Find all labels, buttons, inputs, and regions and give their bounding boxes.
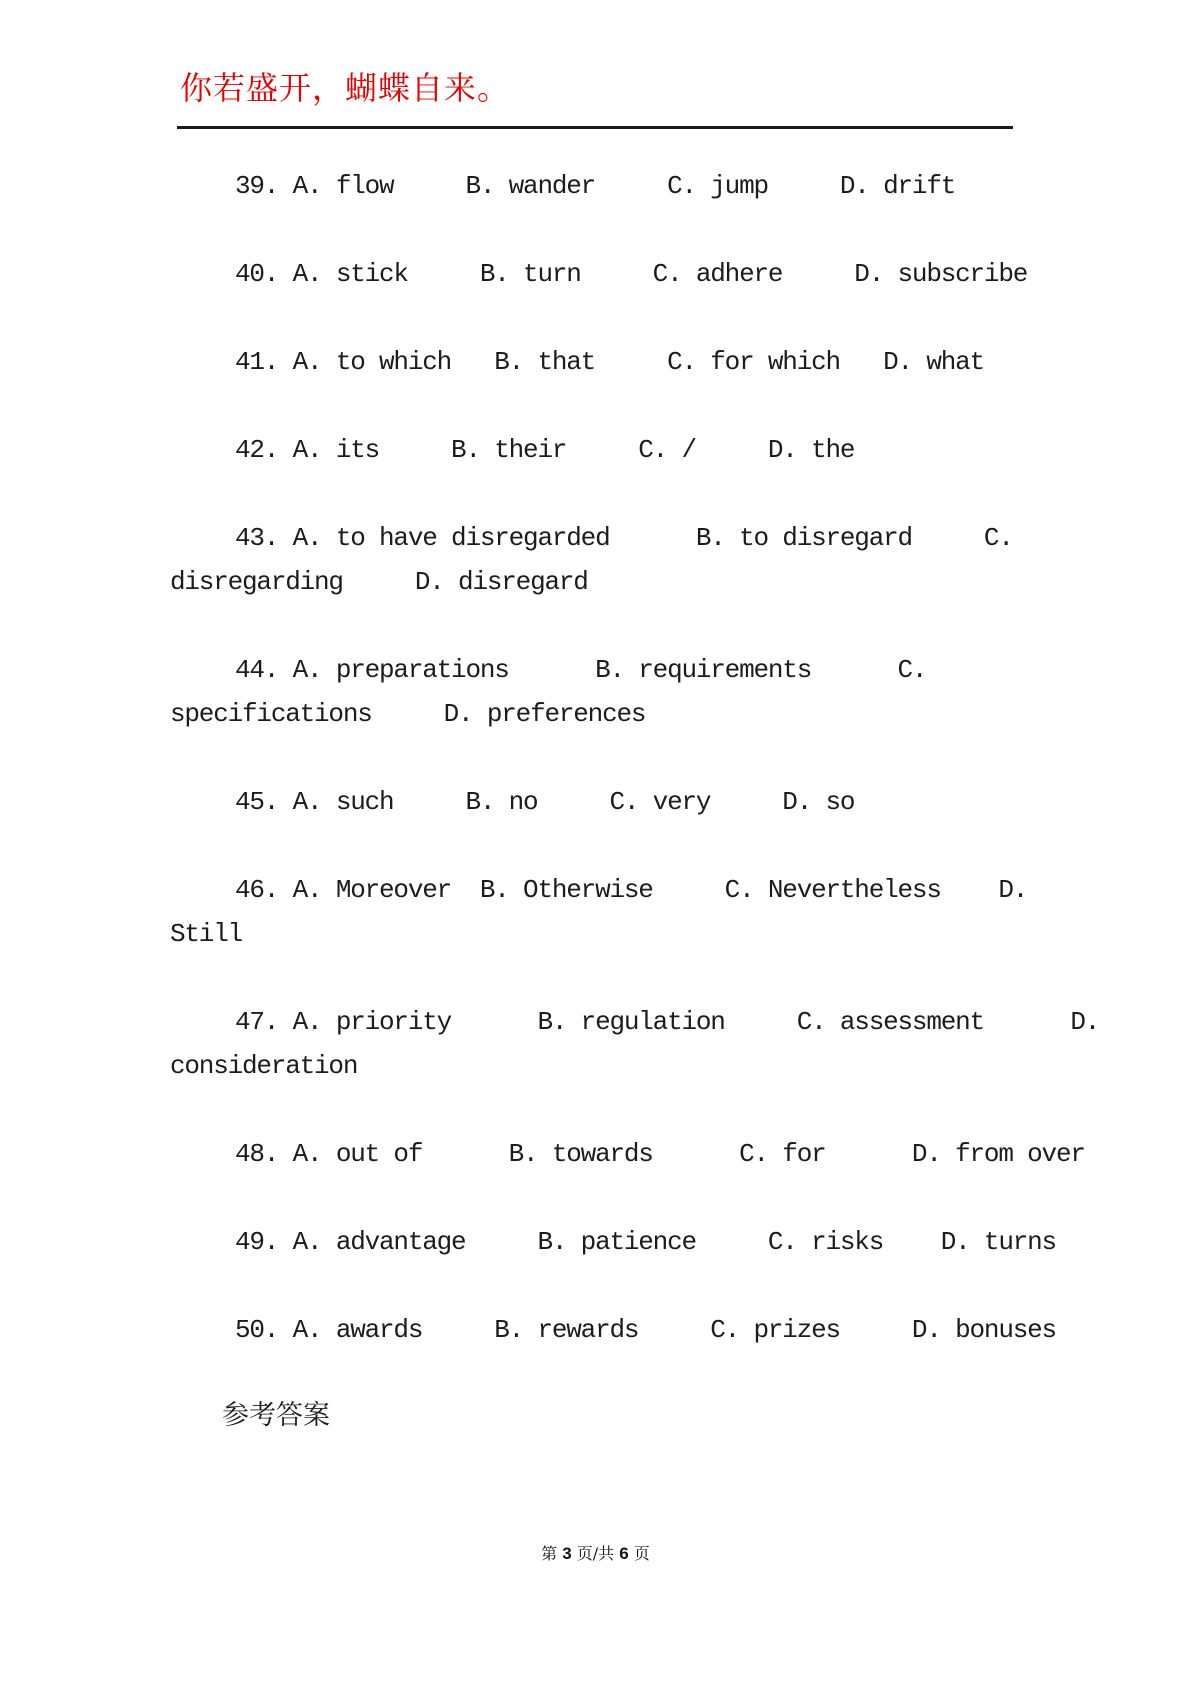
page-footer — [0, 1541, 1191, 1564]
question-43 — [170, 516, 1050, 604]
answers-heading: 参考答案 — [222, 1403, 330, 1433]
question-50 — [170, 1308, 1056, 1352]
question-line: 40. A. stick B. turn C. adhere D. subscribe — [235, 259, 1028, 289]
question-line: 41. A. to which B. that C. for which D. what — [235, 347, 984, 377]
question-line: 45. A. such B. no C. very D. so — [235, 787, 855, 817]
question-line: 42. A. its B. their C. / D. the — [235, 435, 855, 465]
question-45 — [170, 780, 1050, 824]
question-line: 39. A. flow B. wander C. jump D. drift — [235, 171, 956, 201]
question-line: specifications D. preferences — [170, 699, 646, 729]
header-motto: 你若盛开，蝴蝶自来。 — [180, 69, 511, 107]
question-line: disregarding D. disregard — [170, 567, 588, 597]
question-41 — [170, 340, 1050, 384]
question-46 — [170, 868, 1050, 956]
question-line: 43. A. to have disregarded B. to disregard C. — [235, 523, 1013, 553]
question-line: consideration — [170, 1051, 358, 1081]
question-line: 50. A. awards B. rewards C. prizes D. bonuses — [235, 1315, 1056, 1345]
question-line: 46. A. Moreover B. Otherwise C. Nevertheless D. — [235, 875, 1028, 905]
total-pages: 6 — [619, 1544, 629, 1563]
question-39 — [170, 164, 1050, 208]
question-line: 44. A. preparations B. requirements C. — [235, 655, 927, 685]
questions-list — [170, 164, 1100, 1440]
footer-suffix: 页 — [628, 1544, 650, 1563]
question-line: Still — [170, 919, 243, 949]
footer-separator: 页/共 — [571, 1544, 620, 1563]
question-42 — [170, 428, 1050, 472]
question-48 — [170, 1132, 1085, 1176]
question-49 — [170, 1220, 1056, 1264]
page-number: 3 — [562, 1544, 572, 1563]
question-line: 49. A. advantage B. patience C. risks D. turns — [235, 1227, 1056, 1257]
question-line: 48. A. out of B. towards C. for D. from over — [235, 1139, 1085, 1169]
question-44 — [170, 648, 1050, 736]
footer-prefix: 第 — [541, 1544, 563, 1563]
question-47 — [170, 1000, 1100, 1088]
header-divider — [177, 126, 1013, 129]
question-40 — [170, 252, 1050, 296]
question-line: 47. A. priority B. regulation C. assessment D. — [235, 1007, 1100, 1037]
